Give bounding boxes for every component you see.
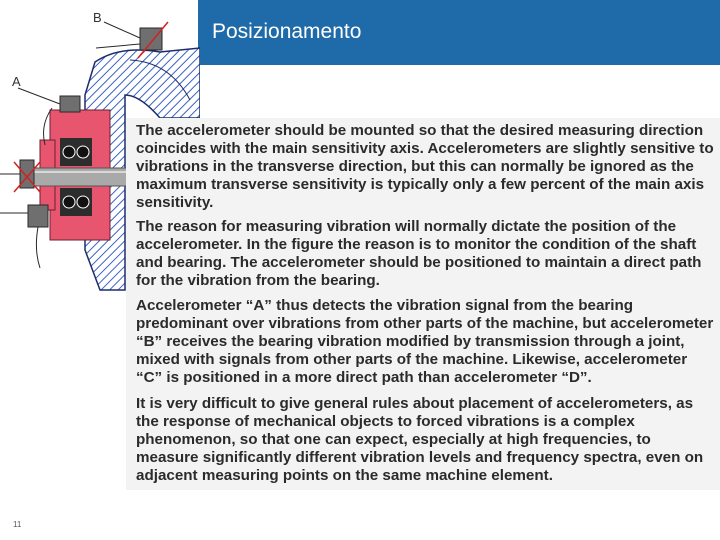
page-title: Posizionamento <box>212 20 362 43</box>
accelerometer-a <box>60 96 80 112</box>
paragraph-placement: It is very difficult to give general rules about placement of accelerometers, as the response of mechanical objects to forced vibrations is a complex phenomenon, so that one can expect, especially at high frequencies, to measure significantly different vibration levels and frequency spectra, even on adjacent measuring points on the same machine element. <box>136 395 704 484</box>
accelerometer-d <box>28 205 48 227</box>
label-b: B <box>93 10 102 25</box>
bearing-ball <box>77 196 89 208</box>
label-a: A <box>12 74 21 89</box>
bearing-ball <box>63 146 75 158</box>
bearing-ball <box>77 146 89 158</box>
content-panel <box>126 118 720 490</box>
title-bar <box>198 0 720 65</box>
bearing-ball <box>63 196 75 208</box>
paragraph-reason: The reason for measuring vibration will normally dictate the position of the accelerometer. In the figure the reason is to monitor the condition of the shaft and bearing. The accelerometer should be positioned to maintain a direct path for the vibration from the bearing. <box>136 218 702 289</box>
paragraph-accelerometers: Accelerometer “A” thus detects the vibration signal from the bearing predominant over vibrations from other parts of the machine, but accelerometer “B” receives the bearing vibration modified by transmission through a joint, mixed with signals from other parts of the machine. Likewise, accelerometer “C” is positioned in a more direct path than accelerometer “D”. <box>136 297 714 386</box>
page-number: 11 <box>13 520 22 529</box>
shaft <box>25 168 135 186</box>
accelerometer-c <box>20 160 34 188</box>
accelerometer-b <box>140 28 162 50</box>
paragraph-mounting: The accelerometer should be mounted so that the desired measuring direction coincides with the main sensitivity axis. Accelerometers are slightly sensitive to vibrations in the transverse direction, but this can normally be ignored as the maximum transverse sensitivity is typically only a few percent of the main axis sensitivity. <box>136 122 714 211</box>
